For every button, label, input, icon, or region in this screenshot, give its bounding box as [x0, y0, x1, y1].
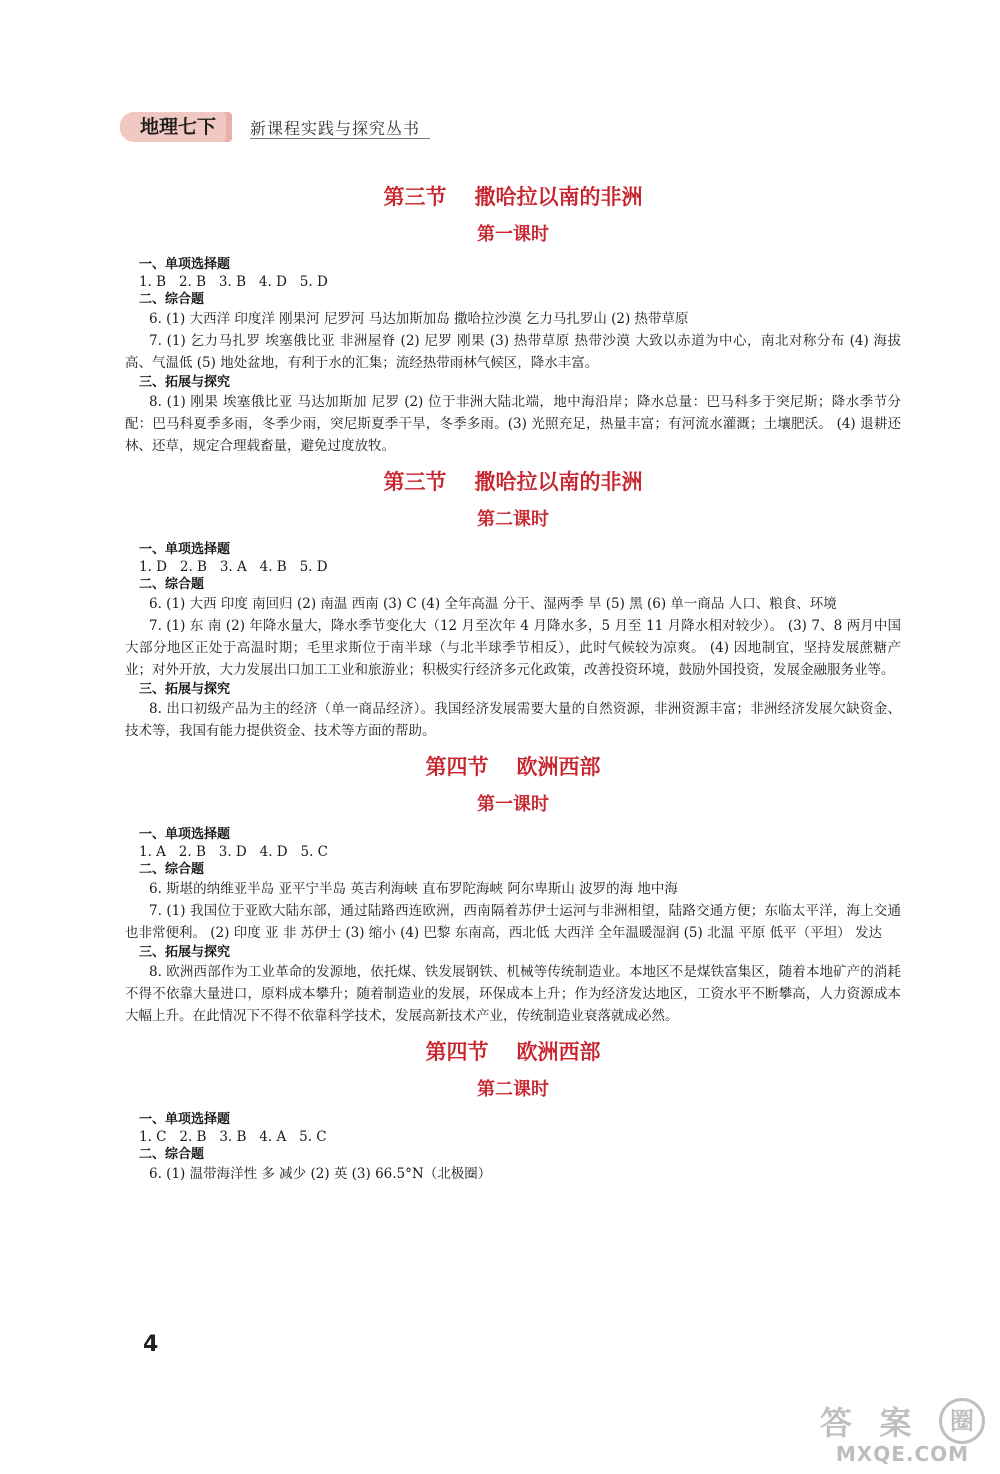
answer-section: [125, 748, 901, 1027]
question-category: 二、综合题: [139, 862, 205, 877]
section-name: 欧洲西部: [516, 1040, 601, 1064]
watermark-char: 圈: [939, 1398, 985, 1444]
section-number: 第三节: [383, 185, 447, 209]
answer-paragraph: 7. (1) 乞力马扎罗 埃塞俄比亚 非洲屋脊 (2) 尼罗 刚果 (3) 热带草原 热带沙漠 大致以赤道为中心，南北对称分布 (4) 海拔高、气温低 (5) 地处盆地，有利于水的汇集；流经热带雨林气候区，降水丰富。: [125, 333, 901, 371]
answer-section: [125, 1033, 901, 1185]
section-title: [125, 178, 901, 216]
lesson-title: 第二课时: [477, 509, 549, 530]
section-number: 第三节: [383, 470, 447, 494]
lesson-title: 第一课时: [477, 224, 549, 245]
watermark-char: 答: [820, 1404, 853, 1442]
choice-answers: 1. D 2. B 3. A 4. B 5. D: [139, 559, 328, 575]
answer-content: [125, 172, 901, 1185]
answer-paragraph: 6. 斯堪的纳维亚半岛 亚平宁半岛 英吉利海峡 直布罗陀海峡 阿尔卑斯山 波罗的海 地中海: [149, 881, 678, 897]
question-category: 一、单项选择题: [139, 257, 231, 272]
lesson-title: 第二课时: [477, 1079, 549, 1100]
section-title: [125, 1033, 901, 1071]
question-category: 三、拓展与探究: [139, 375, 231, 390]
lesson-title: 第一课时: [477, 794, 549, 815]
answer-paragraph: 7. (1) 我国位于亚欧大陆东部，通过陆路西连欧洲，西南隔着苏伊士运河与非洲相望，陆路交通方便；东临太平洋，海上交通也非常便利。 (2) 印度 亚 非 苏伊士 (3) 缩小 (4) 巴黎 东南高，西北低 大西洋 全年温暖湿润 (5) 北温 平原 低平（平坦） 发达: [125, 903, 901, 941]
section-name: 撒哈拉以南的非洲: [474, 185, 643, 209]
answer-paragraph: 8. 欧洲西部作为工业革命的发源地，依托煤、铁发展钢铁、机械等传统制造业。本地区不是煤铁富集区，随着本地矿产的消耗不得不依靠大量进口，原料成本攀升；随着制造业的发展，环保成本上升；作为经济发达地区，工资水平不断攀高，人力资源成本大幅上升。在此情况下不得不依靠科学技术，发展高新技术产业，传统制造业衰落就成必然。: [125, 964, 901, 1024]
question-category: 二、综合题: [139, 1147, 205, 1162]
question-category: 一、单项选择题: [139, 827, 231, 842]
watermark-logo: [820, 1400, 985, 1466]
section-title: [125, 463, 901, 501]
series-title: 新课程实践与探究丛书: [250, 118, 421, 138]
question-category: 三、拓展与探究: [139, 682, 231, 697]
watermark-url: MXQE.COM: [835, 1442, 970, 1466]
subject-badge: 地理七下: [120, 112, 232, 142]
question-category: 二、综合题: [139, 292, 205, 307]
section-name: 撒哈拉以南的非洲: [474, 470, 643, 494]
answer-section: [125, 463, 901, 742]
answer-paragraph: 8. 出口初级产品为主的经济（单一商品经济）。我国经济发展需要大量的自然资源，非洲资源丰富；非洲经济发展欠缺资金、技术等，我国有能力提供资金、技术等方面的帮助。: [125, 701, 901, 739]
section-name: 欧洲西部: [516, 755, 601, 779]
watermark-char: 案: [879, 1404, 912, 1442]
choice-answers: 1. B 2. B 3. B 4. D 5. D: [139, 274, 328, 290]
watermark-mark: [820, 1400, 985, 1442]
question-category: 一、单项选择题: [139, 542, 231, 557]
answer-paragraph: 6. (1) 大西洋 印度洋 刚果河 尼罗河 马达加斯加岛 撒哈拉沙漠 乞力马扎罗山 (2) 热带草原: [149, 311, 689, 327]
question-category: 一、单项选择题: [139, 1112, 231, 1127]
header-divider: [250, 138, 430, 139]
answer-paragraph: 8. (1) 刚果 埃塞俄比亚 马达加斯加 尼罗 (2) 位于非洲大陆北端，地中海沿岸；降水总量：巴马科多于突尼斯；降水季节分配：巴马科夏季多雨，冬季少雨，突尼斯夏季干旱，冬季多雨。(3) 光照充足，热量丰富；有河流水灌溉；土壤肥沃。 (4) 退耕还林、还草，规定合理载畜量，避免过度放牧。: [125, 394, 901, 454]
section-number: 第四节: [425, 1040, 489, 1064]
page-number: 4: [143, 1332, 159, 1357]
answer-paragraph: 6. (1) 大西 印度 南回归 (2) 南温 西南 (3) C (4) 全年高温 分干、湿两季 旱 (5) 黑 (6) 单一商品 人口、粮食、环境: [149, 596, 837, 612]
question-category: 二、综合题: [139, 577, 205, 592]
answer-paragraph: 6. (1) 温带海洋性 多 减少 (2) 英 (3) 66.5°N（北极圈）: [149, 1166, 492, 1182]
choice-answers: 1. A 2. B 3. D 4. D 5. C: [139, 844, 328, 860]
choice-answers: 1. C 2. B 3. B 4. A 5. C: [139, 1129, 327, 1145]
answer-paragraph: 7. (1) 东 南 (2) 年降水量大，降水季节变化大（12 月至次年 4 月降水多，5 月至 11 月降水相对较少）。 (3) 7、8 两月中国大部分地区正处于高温时期；毛里求斯位于南半球（与北半球季节相反），此时气候较为凉爽。 (4) 因地制宜，坚持发展蔗糖产业；对外开放，大力发展出口加工工业和旅游业；积极实行经济多元化政策，改善投资环境，鼓励外国投资，发展金融服务业等。: [125, 618, 901, 678]
section-title: [125, 748, 901, 786]
answer-section: [125, 178, 901, 457]
section-number: 第四节: [425, 755, 489, 779]
question-category: 三、拓展与探究: [139, 945, 231, 960]
